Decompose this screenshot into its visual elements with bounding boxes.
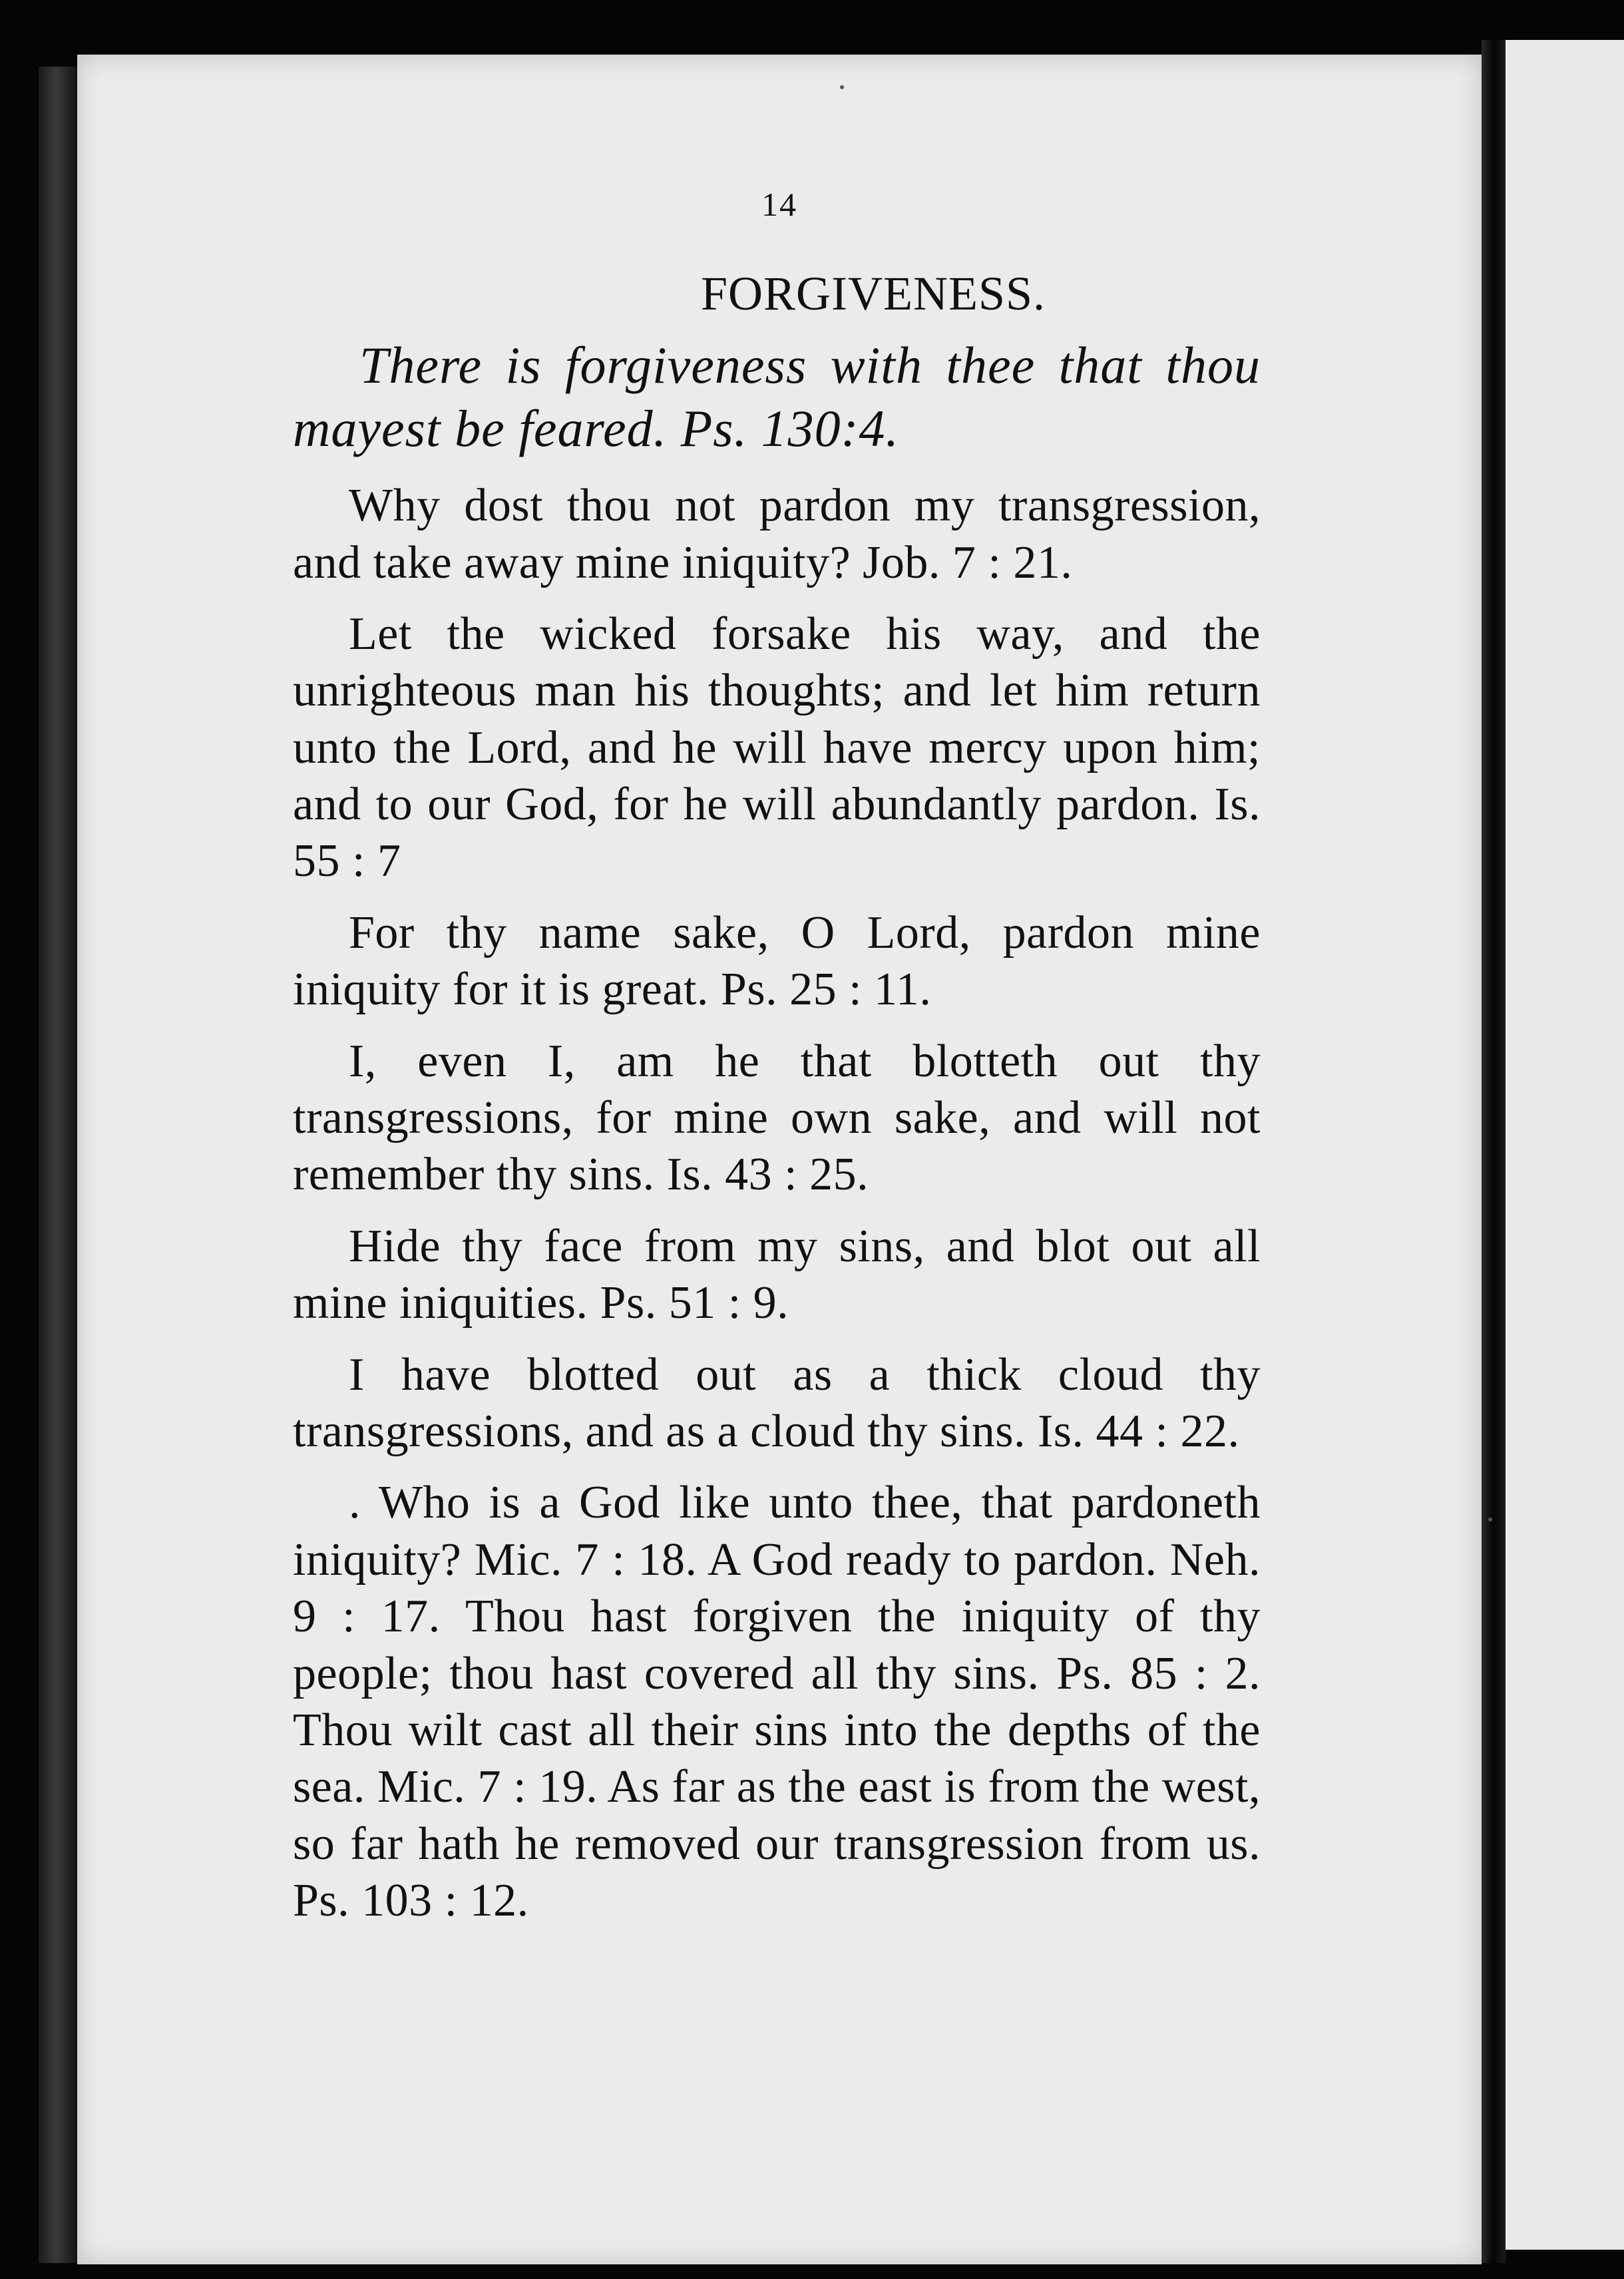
verse-paragraph: I have blotted out as a thick cloud thy transgressions, and as a cloud thy sins. Is. 44 : 22.: [293, 1348, 1261, 1457]
book-spine: [39, 67, 77, 2263]
next-page-edge: [1506, 40, 1624, 2250]
scan-speck: [1488, 1518, 1492, 1522]
verse-paragraph: Hide thy face from my sins, and blot out all mine iniquities. Ps. 51 : 9.: [293, 1220, 1261, 1329]
section-heading: FORGIVENESS.: [700, 267, 1046, 320]
page-text: [293, 266, 1261, 1944]
verse-paragraph: . Who is a God like unto thee, that pardoneth iniquity? Mic. 7 : 18. A God ready to pardon. Neh. 9 : 17. Thou hast forgiven the iniquity of thy people; thou hast covered all thy sins. Ps. 85 : 2. Thou wilt cast all their sins into the depths of the sea. Mic. 7 : 19. As far as the east is from the west, so far hath he removed our transgression from us. Ps. 103 : 12.: [293, 1477, 1261, 1927]
verse-paragraph: For thy name sake, O Lord, pardon mine iniquity for it is great. Ps. 25 : 11.: [293, 907, 1261, 1016]
epigraph: There is forgiveness with thee that thou mayest be feared. Ps. 130:4.: [293, 335, 1261, 457]
verse-paragraph: I, even I, am he that blotteth out thy transgressions, for mine own sake, and will not remember thy sins. Is. 43 : 25.: [293, 1035, 1261, 1201]
verse-paragraph: Let the wicked forsake his way, and the unrighteous man his thoughts; and let him return unto the Lord, and he will have mercy upon him; and to our God, for he will abundantly pardon. Is. 55 : 7: [293, 608, 1261, 887]
verse-paragraph: Why dost thou not pardon my transgression, and take away mine iniquity? Job. 7 : 21.: [293, 480, 1261, 588]
page-number: 14: [761, 186, 797, 223]
scan-speck: [840, 85, 844, 89]
page-gutter: [1482, 40, 1506, 2263]
